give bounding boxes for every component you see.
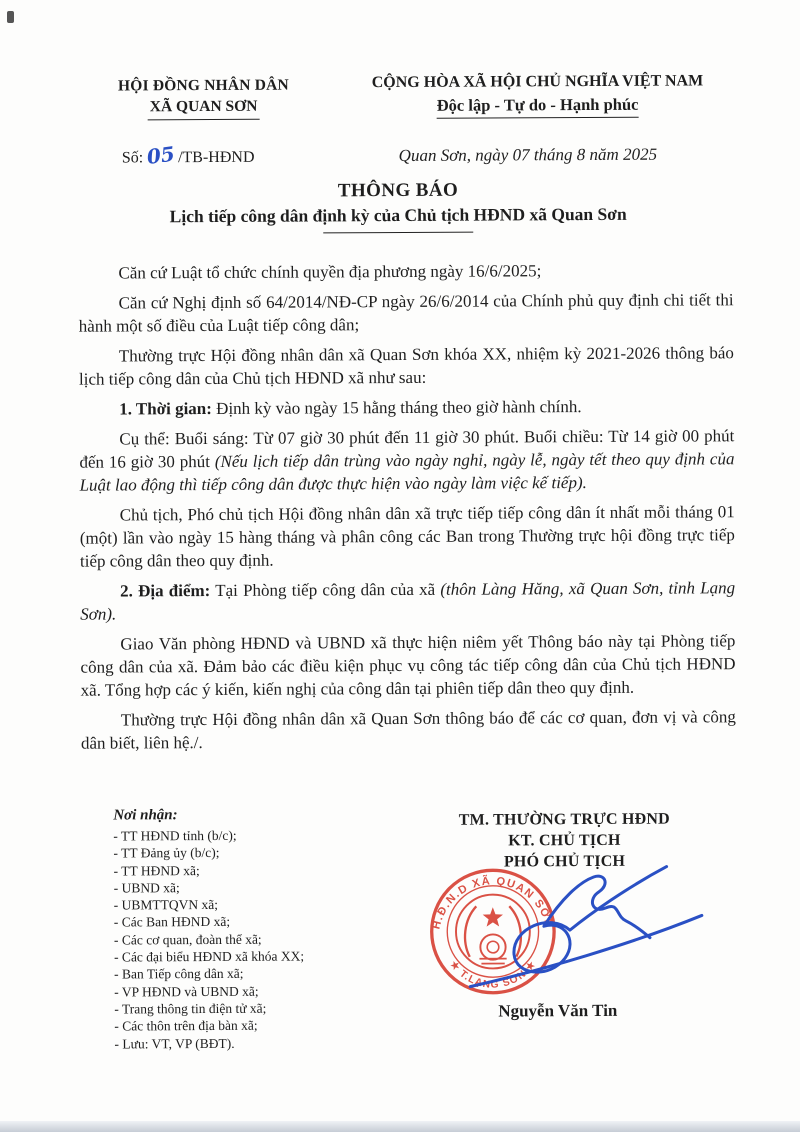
document-body (78, 258, 736, 761)
national-motto-block (337, 72, 737, 119)
recipient-item: - Các cơ quan, đoàn thể xã; (113, 931, 262, 948)
section-time-text: Định kỳ vào ngày 15 hằng tháng theo giờ hành chính. (211, 397, 582, 418)
recipients-list (113, 826, 404, 1052)
paragraph-chairman-duty: Chủ tịch, Phó chủ tịch Hội đồng nhân dân xã trực tiếp tiếp công dân ít nhất mỗi tháng 01 (một) lần vào ngày 15 hàng tháng và phân công các Ban trong Thường trực hội đồng trực tiếp tiếp công dân theo quy định. (79, 502, 735, 571)
signoff-on-behalf: TM. THƯỜNG TRỰC HĐND (458, 810, 670, 829)
place-date-line: Quan Sơn, ngày 07 tháng 8 năm 2025 (398, 144, 658, 166)
paragraph-legal-basis-1: Căn cứ Luật tổ chức chính quyền địa phương ngày 16/6/2025; (118, 261, 542, 283)
recipient-item: - Ban Tiếp công dân xã; (114, 966, 244, 982)
seal-arc-top-text: H.Đ.N.D XÃ QUAN SƠN (430, 875, 556, 931)
section-location-label: 2. Địa điểm: (120, 580, 211, 601)
recipient-item: - TT Đảng ủy (b/c); (113, 845, 220, 861)
title-underline-rule (323, 232, 473, 234)
handwritten-document-number: 05 (145, 141, 177, 169)
recipient-item: - Các thôn trên địa bàn xã; (114, 1018, 258, 1034)
signoff-vice-chairman: PHÓ CHỦ TỊCH (503, 852, 626, 871)
recipient-item: - VP HĐND và UBND xã; (114, 983, 259, 1000)
document-number-label: Số: (121, 149, 144, 167)
document-subtitle: Lịch tiếp công dân định kỳ của Chủ tịch HĐND xã Quan Sơn (169, 203, 627, 227)
schedule-detail-note: (Nếu lịch tiếp dân trùng vào ngày nghỉ, ngày lễ, ngày tết theo quy định của Luật lao động thì tiếp công dân được thực hiện vào ngày làm việc kế tiếp). (79, 449, 735, 495)
issuing-authority-name: HỘI ĐỒNG NHÂN DÂN (117, 76, 289, 95)
recipient-item: - UBND xã; (113, 880, 180, 896)
document-title: THÔNG BÁO (337, 179, 459, 202)
recipient-item: - TT HĐND xã; (113, 862, 200, 879)
recipient-item: - Trang thông tin điện tử xã; (114, 1000, 267, 1017)
handwritten-signature (422, 851, 723, 1008)
signer-name: Nguyễn Văn Tin (498, 1000, 618, 1021)
issuing-authority-commune: XÃ QUAN SƠN (149, 97, 258, 116)
seal-arc-bottom-text: ★ T.LẠNG SƠN ★ (447, 958, 539, 991)
section-time-label: 1. Thời gian: (119, 398, 212, 419)
recipients-label: Nơi nhận: (113, 807, 178, 824)
signoff-for-chairman: KT. CHỦ TỊCH (508, 831, 621, 850)
national-title: CỘNG HÒA XÃ HỘI CHỦ NGHĨA VIỆT NAM (371, 72, 704, 92)
recipient-item: - Lưu: VT, VP (BĐT). (114, 1035, 235, 1052)
issuing-authority-block (85, 76, 321, 120)
document-number-suffix: /TB-HĐND (178, 148, 255, 167)
recipient-item: - Các Ban HĐND xã; (113, 914, 231, 930)
recipients-block (113, 806, 404, 1052)
section-location-text: Tại Phòng tiếp công dân của xã (210, 579, 441, 600)
paragraph-legal-basis-2: Căn cứ Nghị định số 64/2014/NĐ-CP ngày 26/6/2014 của Chính phủ quy định chi tiết thi hành một số điều của Luật tiếp công dân; (78, 290, 734, 336)
section-location-address: (thôn Làng Hăng, xã Quan Sơn, tỉnh Lạng Sơn). (80, 578, 736, 624)
paragraph-intro: Thường trực Hội đồng nhân dân xã Quan Sơn khóa XX, nhiệm kỳ 2021-2026 thông báo lịch tiếp công dân của Chủ tịch HĐND xã như sau: (78, 343, 734, 389)
section-location (80, 576, 735, 625)
recipient-item: - Các đại biểu HĐND xã khóa XX; (114, 948, 305, 965)
issuer-underline-rule (148, 119, 260, 121)
paragraph-office-assignment: Giao Văn phòng HĐND và UBND xã thực hiện niêm yết Thông báo này tại Phòng tiếp công dân của xã. Đảm bảo các điều kiện phục vụ công tác tiếp công dân của Chủ tịch HĐND xã. Tổng hợp các ý kiến, kiến nghị của công dân tại phiên tiếp dân theo quy định. (80, 631, 736, 700)
paragraph-closing: Thường trực Hội đồng nhân dân xã Quan Sơn thông báo để các cơ quan, đơn vị và công dân biết, liên hệ./. (80, 707, 736, 753)
recipient-item: - TT HĐND tỉnh (b/c); (113, 827, 237, 844)
paragraph-schedule-detail (79, 424, 734, 496)
section-time (79, 394, 734, 420)
document-number-line (122, 143, 255, 168)
scan-bottom-edge (0, 1121, 800, 1132)
recipient-item: - UBMTTQVN xã; (113, 897, 219, 913)
schedule-detail-text: Cụ thể: Buổi sáng: Từ 07 giờ 30 phút đến 11 giờ 30 phút. Buổi chiều: Từ 14 giờ 00 phút đến 16 giờ 30 phút (79, 426, 735, 472)
national-motto: Độc lập - Tự do - Hạnh phúc (437, 95, 639, 119)
document-title-block (0, 178, 798, 235)
